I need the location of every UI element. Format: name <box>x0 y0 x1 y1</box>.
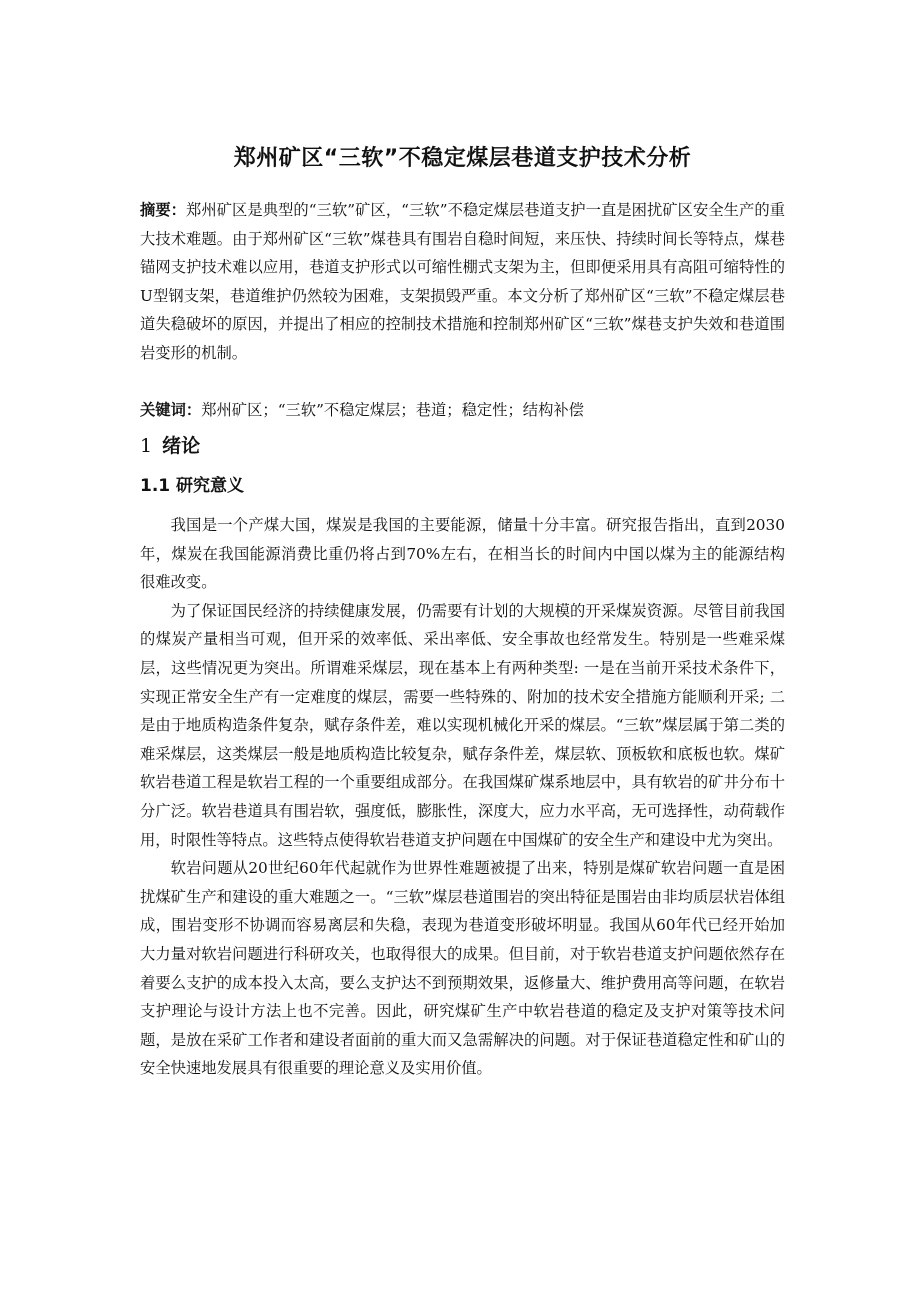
paragraph: 为了保证国民经济的持续健康发展，仍需要有计划的大规模的开采煤炭资源。尽管目前我国的煤炭产量相当可观，但开采的效率低、采出率低、安全事故也经常发生。特别是一些难采煤层，这些情况更为突出。所谓难采煤层，现在基本上有两种类型: 一是在当前开采技术条件下，实现正常安全生产有一定难度的煤层，需要一些特殊的、附加的技术安全措施方能顺利开采; 二是由于地质构造条件复杂，赋存条件差，难以实现机械化开采的煤层。“三软”煤层属于第二类的难采煤层，这类煤层一般是地质构造比较复杂，赋存条件差，煤层软、顶板软和底板也软。煤矿软岩巷道工程是软岩工程的一个重要组成部分。在我国煤矿煤系地层中，具有软岩的矿井分布十分广泛。软岩巷道具有围岩软，强度低，膨胀性，深度大，应力水平高，无可选择性，动荷载作用，时限性等特点。这些特点使得软岩巷道支护问题在中国煤矿的安全生产和建设中尤为突出。 <box>140 601 785 849</box>
section-title: 绪论 <box>162 435 201 457</box>
section-heading-1 <box>140 430 200 462</box>
document-title: 郑州矿区“三软”不稳定煤层巷道支护技术分析 <box>233 146 692 171</box>
paragraph: 我国是一个产煤大国，煤炭是我国的主要能源，储量十分丰富。研究报告指出，直到2030年，煤炭在我国能源消费比重仍将占到70%左右，在相当长的时间内中国以煤为主的能源结构很难改变。 <box>140 516 785 592</box>
paragraph: 软岩问题从20世纪60年代起就作为世界性难题被提了出来，特别是煤矿软岩问题一直是困扰煤矿生产和建设的重大难题之一。“三软”煤层巷道围岩的突出特征是围岩由非均质层状岩体组成，围岩变形不协调而容易离层和失稳，表现为巷道变形破坏明显。我国从60年代已经开始加大力量对软岩问题进行科研攻关，也取得很大的成果。但目前，对于软岩巷道支护问题依然存在着要么支护的成本投入太高，要么支护达不到预期效果，返修量大、维护费用高等问题，在软岩支护理论与设计方法上也不完善。因此，研究煤矿生产中软岩巷道的稳定及支护对策等技术问题，是放在采矿工作者和建设者面前的重大而又急需解决的问题。对于保证巷道稳定性和矿山的安全快速地发展具有很重要的理论意义及实用价值。 <box>140 859 785 1078</box>
abstract-text: 郑州矿区是典型的“三软”矿区，“三软”不稳定煤层巷道支护一直是困扰矿区安全生产的重大技术难题。由于郑州矿区“三软”煤巷具有围岩自稳时间短，来压快、持续时间长等特点，煤巷锚网支护技术难以应用，巷道支护形式以可缩性棚式支架为主，但即便采用具有高阻可缩特性的U型钢支架，巷道维护仍然较为困难，支架损毁严重。本文分析了郑州矿区“三软”不稳定煤层巷道失稳破坏的原因，并提出了相应的控制技术措施和控制郑州矿区“三软”煤巷支护失效和巷道围岩变形的机制。 <box>140 201 785 362</box>
keywords-label: 关键词： <box>140 401 202 419</box>
subsection-heading-1-1: 1.1 研究意义 <box>140 476 245 496</box>
keywords <box>140 396 785 424</box>
abstract-label: 摘要： <box>140 201 187 219</box>
abstract <box>140 196 785 368</box>
keywords-text: 郑州矿区；“三软”不稳定煤层；巷道；稳定性；结构补偿 <box>201 401 584 419</box>
section-number: 1 <box>140 435 153 457</box>
body-text <box>140 511 785 1083</box>
